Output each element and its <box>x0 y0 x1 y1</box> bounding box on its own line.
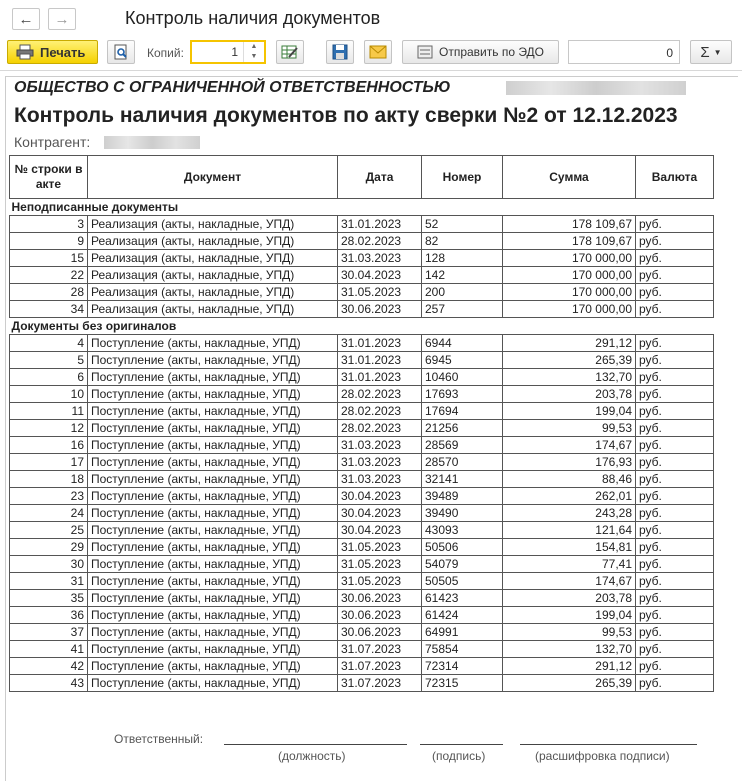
table-row <box>10 403 714 420</box>
col-header-document: Документ <box>88 156 338 199</box>
cell-date: 28.02.2023 <box>338 403 422 420</box>
cell-sum: 243,28 <box>503 505 636 522</box>
cell-number: 50506 <box>422 539 503 556</box>
section-row <box>10 318 714 335</box>
position-line <box>224 744 407 745</box>
cell-currency: руб. <box>636 454 714 471</box>
cell-date: 30.04.2023 <box>338 505 422 522</box>
spin-up-icon: ▲ <box>250 43 258 50</box>
cell-currency: руб. <box>636 216 714 233</box>
cell-number: 39490 <box>422 505 503 522</box>
cell-number: 257 <box>422 301 503 318</box>
cell-sum: 99,53 <box>503 420 636 437</box>
cell-currency: руб. <box>636 641 714 658</box>
cell-document: Поступление (акты, накладные, УПД) <box>88 471 338 488</box>
cell-document: Поступление (акты, накладные, УПД) <box>88 573 338 590</box>
cell-sum: 265,39 <box>503 352 636 369</box>
cell-number: 32141 <box>422 471 503 488</box>
table-row <box>10 301 714 318</box>
cell-date: 28.02.2023 <box>338 420 422 437</box>
cell-line: 36 <box>10 607 88 624</box>
table-row <box>10 284 714 301</box>
cell-line: 28 <box>10 284 88 301</box>
cell-number: 61423 <box>422 590 503 607</box>
cell-sum: 170 000,00 <box>503 301 636 318</box>
cell-sum: 176,93 <box>503 454 636 471</box>
report-document <box>5 76 738 781</box>
cell-date: 31.03.2023 <box>338 454 422 471</box>
cell-number: 128 <box>422 250 503 267</box>
copies-label: Копий: <box>147 46 184 60</box>
cell-sum: 262,01 <box>503 488 636 505</box>
print-button[interactable] <box>7 40 98 64</box>
cell-number: 39489 <box>422 488 503 505</box>
cell-number: 64991 <box>422 624 503 641</box>
counterparty-label: Контрагент: <box>14 134 91 150</box>
cell-document: Поступление (акты, накладные, УПД) <box>88 420 338 437</box>
cell-document: Поступление (акты, накладные, УПД) <box>88 658 338 675</box>
cell-line: 25 <box>10 522 88 539</box>
section-title: Неподписанные документы <box>10 199 714 216</box>
cell-sum: 170 000,00 <box>503 250 636 267</box>
cell-currency: руб. <box>636 590 714 607</box>
sum-field[interactable]: 0 <box>568 40 680 64</box>
cell-line: 17 <box>10 454 88 471</box>
cell-line: 15 <box>10 250 88 267</box>
cell-number: 75854 <box>422 641 503 658</box>
cell-number: 28569 <box>422 437 503 454</box>
cell-date: 30.06.2023 <box>338 301 422 318</box>
cell-document: Поступление (акты, накладные, УПД) <box>88 505 338 522</box>
cell-sum: 170 000,00 <box>503 284 636 301</box>
cell-document: Поступление (акты, накладные, УПД) <box>88 488 338 505</box>
cell-number: 72315 <box>422 675 503 692</box>
cell-line: 10 <box>10 386 88 403</box>
cell-date: 31.01.2023 <box>338 216 422 233</box>
cell-date: 31.05.2023 <box>338 284 422 301</box>
cell-sum: 121,64 <box>503 522 636 539</box>
cell-line: 35 <box>10 590 88 607</box>
cell-line: 24 <box>10 505 88 522</box>
cell-document: Реализация (акты, накладные, УПД) <box>88 284 338 301</box>
table-row <box>10 675 714 692</box>
cell-document: Поступление (акты, накладные, УПД) <box>88 641 338 658</box>
arrow-right-icon: → <box>54 10 70 28</box>
cell-currency: руб. <box>636 437 714 454</box>
title-bar <box>0 0 742 36</box>
cell-date: 31.01.2023 <box>338 352 422 369</box>
cell-date: 31.03.2023 <box>338 250 422 267</box>
cell-line: 31 <box>10 573 88 590</box>
cell-line: 23 <box>10 488 88 505</box>
cell-document: Реализация (акты, накладные, УПД) <box>88 267 338 284</box>
copies-value: 1 <box>231 45 238 59</box>
decoding-caption: (расшифровка подписи) <box>535 749 670 763</box>
decoding-line <box>520 744 697 745</box>
table-row <box>10 471 714 488</box>
cell-sum: 199,04 <box>503 607 636 624</box>
cell-number: 52 <box>422 216 503 233</box>
position-caption: (должность) <box>278 749 346 763</box>
cell-line: 42 <box>10 658 88 675</box>
preview-icon <box>113 44 129 60</box>
cell-number: 200 <box>422 284 503 301</box>
sigma-icon: Σ <box>700 43 710 61</box>
responsible-label: Ответственный: <box>114 732 204 746</box>
signature-line <box>420 744 503 745</box>
cell-document: Поступление (акты, накладные, УПД) <box>88 522 338 539</box>
cell-line: 30 <box>10 556 88 573</box>
edo-icon <box>417 45 433 59</box>
table-row <box>10 488 714 505</box>
cell-line: 12 <box>10 420 88 437</box>
table-row <box>10 216 714 233</box>
cell-date: 28.02.2023 <box>338 233 422 250</box>
back-button[interactable] <box>12 8 40 30</box>
cell-date: 30.06.2023 <box>338 624 422 641</box>
envelope-icon <box>369 45 387 59</box>
cell-date: 31.07.2023 <box>338 658 422 675</box>
cell-currency: руб. <box>636 335 714 352</box>
cell-line: 6 <box>10 369 88 386</box>
cell-date: 30.06.2023 <box>338 590 422 607</box>
chevron-down-icon: ▼ <box>713 47 722 57</box>
send-edo-button[interactable] <box>402 40 559 64</box>
cell-sum: 199,04 <box>503 403 636 420</box>
cell-date: 31.01.2023 <box>338 335 422 352</box>
redacted-org-name <box>506 81 686 95</box>
cell-date: 31.05.2023 <box>338 539 422 556</box>
cell-document: Поступление (акты, накладные, УПД) <box>88 437 338 454</box>
forward-button[interactable] <box>48 8 76 30</box>
cell-document: Поступление (акты, накладные, УПД) <box>88 403 338 420</box>
cell-number: 17693 <box>422 386 503 403</box>
arrow-left-icon: ← <box>18 10 34 28</box>
printer-icon <box>16 44 34 60</box>
cell-line: 5 <box>10 352 88 369</box>
cell-number: 6945 <box>422 352 503 369</box>
table-row <box>10 505 714 522</box>
cell-currency: руб. <box>636 403 714 420</box>
cell-sum: 77,41 <box>503 556 636 573</box>
cell-date: 31.07.2023 <box>338 641 422 658</box>
cell-number: 72314 <box>422 658 503 675</box>
table-body <box>10 199 714 692</box>
cell-line: 34 <box>10 301 88 318</box>
cell-document: Поступление (акты, накладные, УПД) <box>88 454 338 471</box>
cell-sum: 99,53 <box>503 624 636 641</box>
table-row <box>10 250 714 267</box>
cell-document: Реализация (акты, накладные, УПД) <box>88 250 338 267</box>
report-title: Контроль наличия документов по акту сверки №2 от 12.12.2023 <box>14 104 678 127</box>
cell-document: Поступление (акты, накладные, УПД) <box>88 539 338 556</box>
toolbar-divider <box>0 70 742 71</box>
col-header-currency: Валюта <box>636 156 714 199</box>
col-header-line: № строки в акте <box>10 156 88 199</box>
copies-spinner[interactable] <box>243 42 264 62</box>
table-row <box>10 556 714 573</box>
cell-date: 31.03.2023 <box>338 471 422 488</box>
table-row <box>10 624 714 641</box>
table-header-row <box>10 156 714 199</box>
cell-date: 30.06.2023 <box>338 607 422 624</box>
cell-currency: руб. <box>636 573 714 590</box>
cell-currency: руб. <box>636 267 714 284</box>
cell-date: 31.05.2023 <box>338 573 422 590</box>
signature-caption: (подпись) <box>432 749 486 763</box>
cell-currency: руб. <box>636 420 714 437</box>
cell-line: 9 <box>10 233 88 250</box>
cell-currency: руб. <box>636 471 714 488</box>
cell-document: Поступление (акты, накладные, УПД) <box>88 369 338 386</box>
cell-sum: 178 109,67 <box>503 216 636 233</box>
cell-line: 3 <box>10 216 88 233</box>
cell-document: Поступление (акты, накладные, УПД) <box>88 556 338 573</box>
cell-sum: 132,70 <box>503 369 636 386</box>
cell-line: 29 <box>10 539 88 556</box>
cell-number: 54079 <box>422 556 503 573</box>
cell-currency: руб. <box>636 505 714 522</box>
cell-currency: руб. <box>636 352 714 369</box>
table-row <box>10 420 714 437</box>
cell-document: Реализация (акты, накладные, УПД) <box>88 233 338 250</box>
cell-date: 31.03.2023 <box>338 437 422 454</box>
cell-document: Поступление (акты, накладные, УПД) <box>88 386 338 403</box>
email-button[interactable] <box>364 40 392 64</box>
table-row <box>10 454 714 471</box>
table-row <box>10 335 714 352</box>
spin-down-icon: ▼ <box>250 53 258 60</box>
window-title: Контроль наличия документов <box>125 8 381 28</box>
cell-document: Поступление (акты, накладные, УПД) <box>88 590 338 607</box>
sum-menu-button[interactable] <box>690 40 732 64</box>
table-row <box>10 641 714 658</box>
cell-document: Поступление (акты, накладные, УПД) <box>88 607 338 624</box>
cell-number: 61424 <box>422 607 503 624</box>
table-row <box>10 573 714 590</box>
floppy-icon <box>332 44 348 60</box>
cell-date: 31.01.2023 <box>338 369 422 386</box>
cell-line: 37 <box>10 624 88 641</box>
cell-line: 43 <box>10 675 88 692</box>
cell-currency: руб. <box>636 522 714 539</box>
cell-number: 6944 <box>422 335 503 352</box>
cell-currency: руб. <box>636 284 714 301</box>
cell-number: 28570 <box>422 454 503 471</box>
redacted-counterparty <box>104 136 200 149</box>
col-header-sum: Сумма <box>503 156 636 199</box>
cell-sum: 203,78 <box>503 386 636 403</box>
cell-currency: руб. <box>636 658 714 675</box>
cell-currency: руб. <box>636 386 714 403</box>
cell-document: Реализация (акты, накладные, УПД) <box>88 216 338 233</box>
cell-document: Поступление (акты, накладные, УПД) <box>88 335 338 352</box>
cell-number: 17694 <box>422 403 503 420</box>
cell-line: 11 <box>10 403 88 420</box>
cell-number: 82 <box>422 233 503 250</box>
cell-date: 31.05.2023 <box>338 556 422 573</box>
cell-sum: 291,12 <box>503 335 636 352</box>
cell-document: Поступление (акты, накладные, УПД) <box>88 352 338 369</box>
cell-currency: руб. <box>636 250 714 267</box>
table-row <box>10 522 714 539</box>
cell-line: 16 <box>10 437 88 454</box>
preview-button[interactable] <box>107 40 135 64</box>
cell-number: 21256 <box>422 420 503 437</box>
cell-sum: 170 000,00 <box>503 267 636 284</box>
table-row <box>10 590 714 607</box>
cell-number: 10460 <box>422 369 503 386</box>
cell-currency: руб. <box>636 624 714 641</box>
cell-sum: 178 109,67 <box>503 233 636 250</box>
documents-table <box>9 155 714 692</box>
toolbar <box>0 38 742 68</box>
cell-sum: 174,67 <box>503 573 636 590</box>
table-row <box>10 437 714 454</box>
cell-currency: руб. <box>636 539 714 556</box>
cell-line: 4 <box>10 335 88 352</box>
cell-date: 30.04.2023 <box>338 522 422 539</box>
cell-sum: 88,46 <box>503 471 636 488</box>
table-row <box>10 352 714 369</box>
cell-document: Поступление (акты, накладные, УПД) <box>88 624 338 641</box>
edit-button[interactable] <box>276 40 304 64</box>
cell-currency: руб. <box>636 301 714 318</box>
cell-currency: руб. <box>636 369 714 386</box>
table-row <box>10 267 714 284</box>
table-row <box>10 607 714 624</box>
cell-date: 31.07.2023 <box>338 675 422 692</box>
cell-sum: 203,78 <box>503 590 636 607</box>
cell-line: 41 <box>10 641 88 658</box>
print-label: Печать <box>40 44 86 60</box>
cell-currency: руб. <box>636 675 714 692</box>
cell-line: 18 <box>10 471 88 488</box>
cell-document: Реализация (акты, накладные, УПД) <box>88 301 338 318</box>
col-header-number: Номер <box>422 156 503 199</box>
cell-sum: 265,39 <box>503 675 636 692</box>
cell-sum: 291,12 <box>503 658 636 675</box>
cell-currency: руб. <box>636 556 714 573</box>
cell-number: 142 <box>422 267 503 284</box>
org-name: ОБЩЕСТВО С ОГРАНИЧЕННОЙ ОТВЕТСТВЕННОСТЬЮ <box>14 79 451 96</box>
cell-sum: 132,70 <box>503 641 636 658</box>
copies-input[interactable] <box>190 40 266 64</box>
cell-number: 43093 <box>422 522 503 539</box>
cell-date: 28.02.2023 <box>338 386 422 403</box>
send-edo-label: Отправить по ЭДО <box>438 45 545 59</box>
table-row <box>10 369 714 386</box>
save-button[interactable] <box>326 40 354 64</box>
cell-currency: руб. <box>636 607 714 624</box>
cell-number: 50505 <box>422 573 503 590</box>
cell-currency: руб. <box>636 233 714 250</box>
cell-document: Поступление (акты, накладные, УПД) <box>88 675 338 692</box>
col-header-date: Дата <box>338 156 422 199</box>
edit-table-icon <box>281 44 299 60</box>
cell-line: 22 <box>10 267 88 284</box>
table-row <box>10 539 714 556</box>
section-title: Документы без оригиналов <box>10 318 714 335</box>
table-row <box>10 233 714 250</box>
cell-date: 30.04.2023 <box>338 267 422 284</box>
cell-date: 30.04.2023 <box>338 488 422 505</box>
table-row <box>10 658 714 675</box>
cell-sum: 174,67 <box>503 437 636 454</box>
cell-currency: руб. <box>636 488 714 505</box>
cell-sum: 154,81 <box>503 539 636 556</box>
section-row <box>10 199 714 216</box>
table-row <box>10 386 714 403</box>
